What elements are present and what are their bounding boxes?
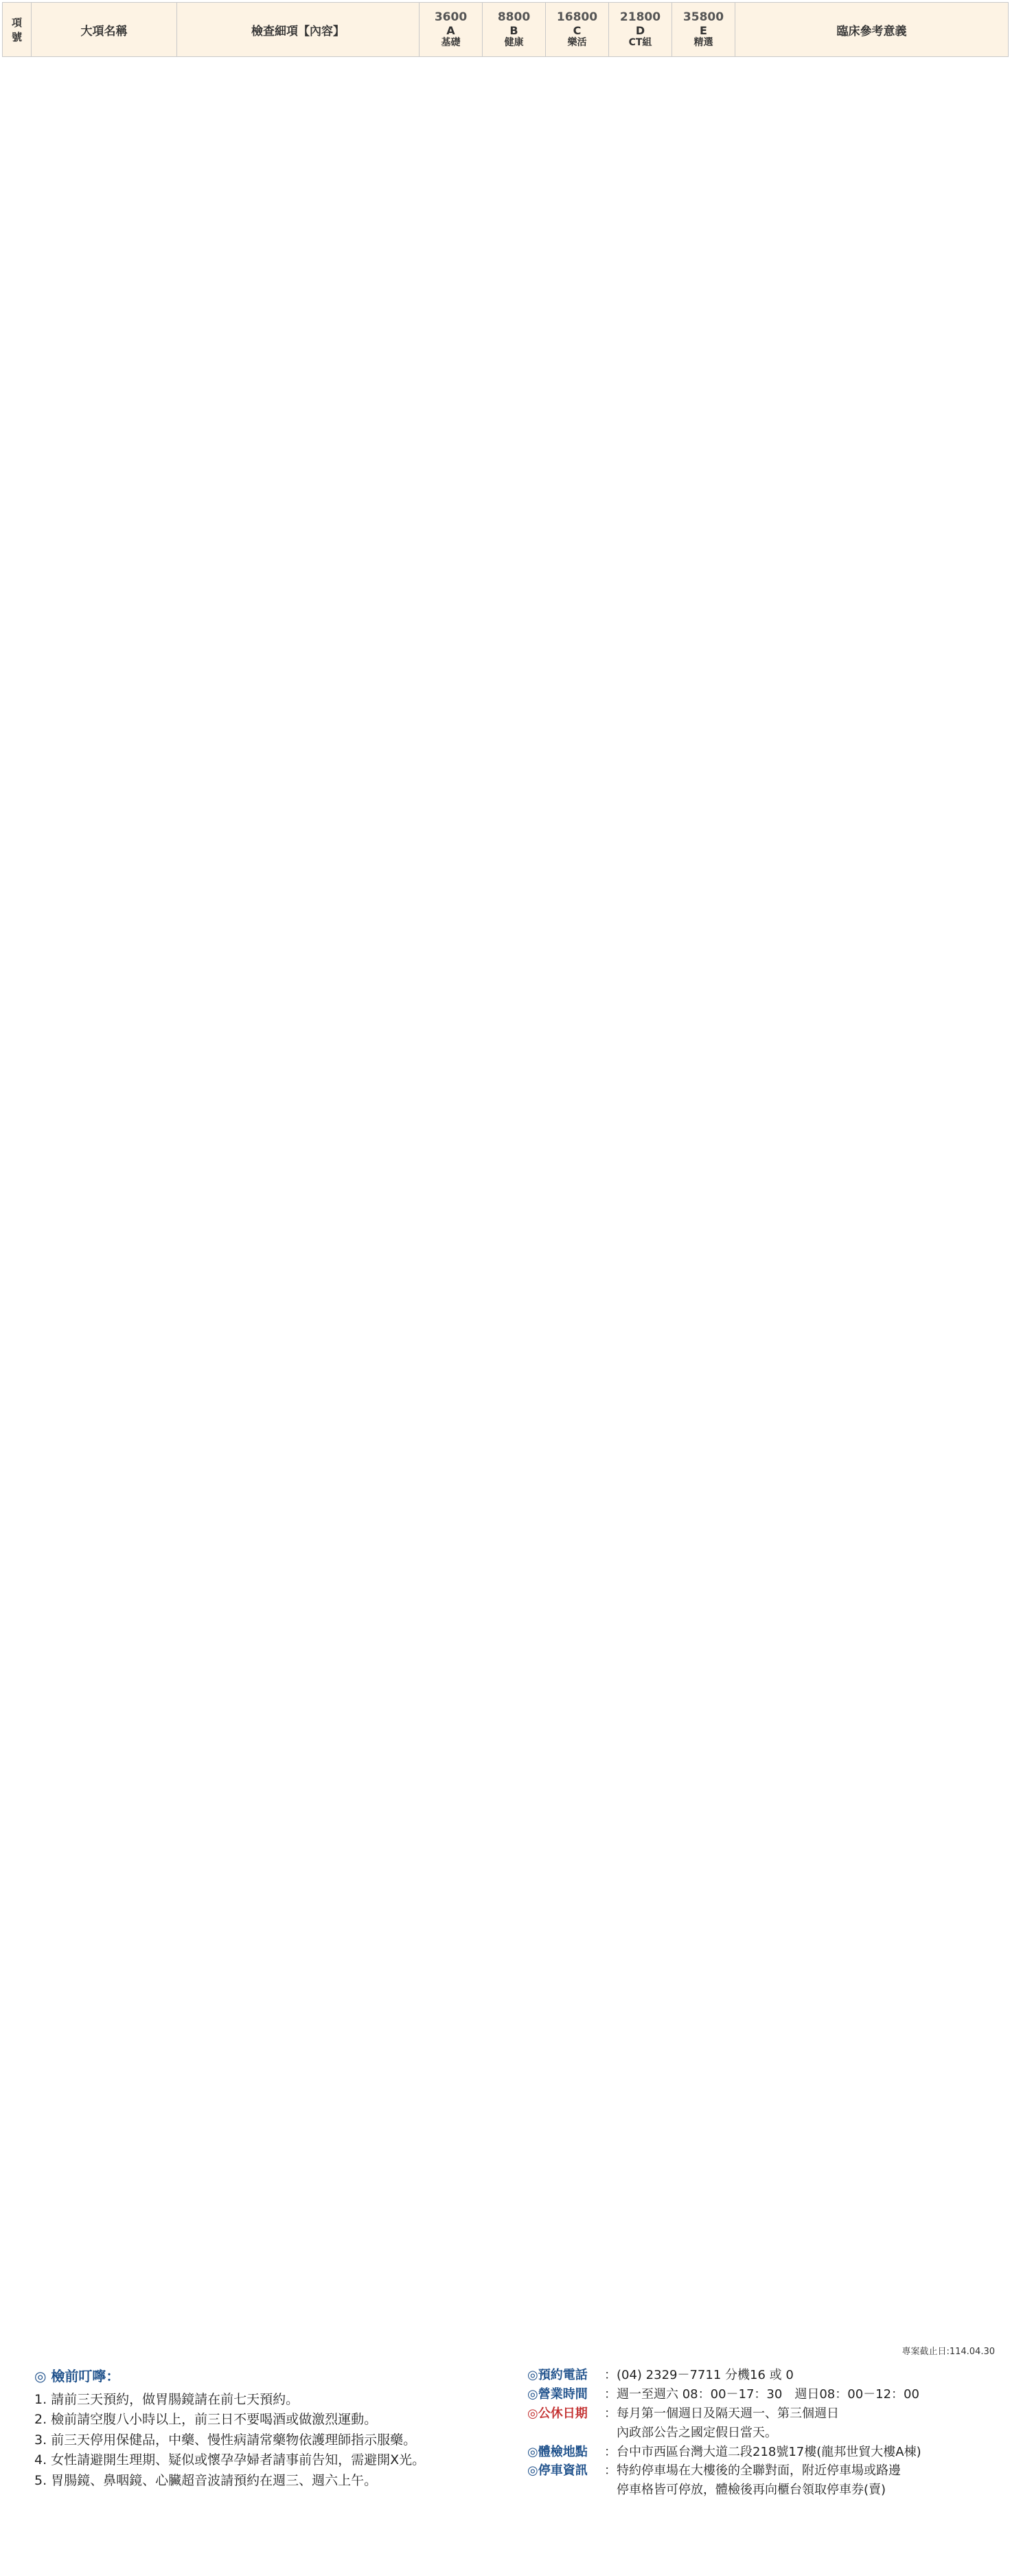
header-items: 檢查細項【內容】: [177, 3, 420, 57]
table-header: [3, 3, 1009, 57]
project-deadline: 專案截止日:114.04.30: [902, 2347, 995, 2357]
package-d-header: 21800 D CT組: [609, 3, 672, 57]
checkup-package-table: [2, 2, 1009, 57]
notes-title: ◎ 檢前叮嚀：: [34, 2368, 120, 2384]
header-name: 大項名稱: [32, 3, 177, 57]
package-c-header: 16800 C 樂活: [546, 3, 609, 57]
contact-info: [527, 2366, 994, 2500]
package-b-header: 8800 B 健康: [483, 3, 546, 57]
phone-label: ◎預約電話: [527, 2368, 588, 2382]
notes-item: 2. 檢前請空腹八小時以上，前三日不要喝酒或做激烈運動。: [34, 2412, 378, 2428]
parking-value: ：特約停車場在大樓後的全聯對面，附近停車場或路邊 停車格皆可停放，體檢後再向櫃台領取停車券(賣): [604, 2463, 901, 2498]
package-a-header: 3600 A 基礎: [420, 3, 483, 57]
header-clinical: 臨床參考意義: [735, 3, 1009, 57]
holiday-label: ◎公休日期: [527, 2406, 588, 2421]
location-label: ◎體檢地點: [527, 2444, 588, 2459]
phone-value[interactable]: ：(04) 2329－7711 分機16 或 0: [604, 2368, 794, 2382]
package-e-header: 35800 E 精選: [672, 3, 735, 57]
header-no: 項 號: [3, 3, 32, 57]
parking-label: ◎停車資訊: [527, 2463, 588, 2478]
notes-item: 1. 請前三天預約，做胃腸鏡請在前七天預約。: [34, 2392, 299, 2407]
location-value: ：台中市西區台灣大道二段218號17樓(龍邦世貿大樓A棟): [604, 2444, 921, 2459]
notes-item: 3. 前三天停用保健品，中藥、慢性病請常藥物依護理師指示服藥。: [34, 2432, 417, 2448]
pre-exam-notes: [34, 2366, 515, 2491]
holiday-value: ：每月第一個週日及隔天週一、第三個週日 內政部公告之國定假日當天。: [604, 2406, 839, 2440]
hours-value: ：週一至週六 08：00－17：30 週日08：00－12：00: [604, 2386, 919, 2402]
notes-item: 4. 女性請避開生理期、疑似或懷孕孕婦者請事前告知，需避開X光。: [34, 2452, 426, 2468]
hours-label: ◎營業時間: [527, 2386, 588, 2402]
notes-item: 5. 胃腸鏡、鼻咽鏡、心臟超音波請預約在週三、週六上午。: [34, 2472, 378, 2488]
